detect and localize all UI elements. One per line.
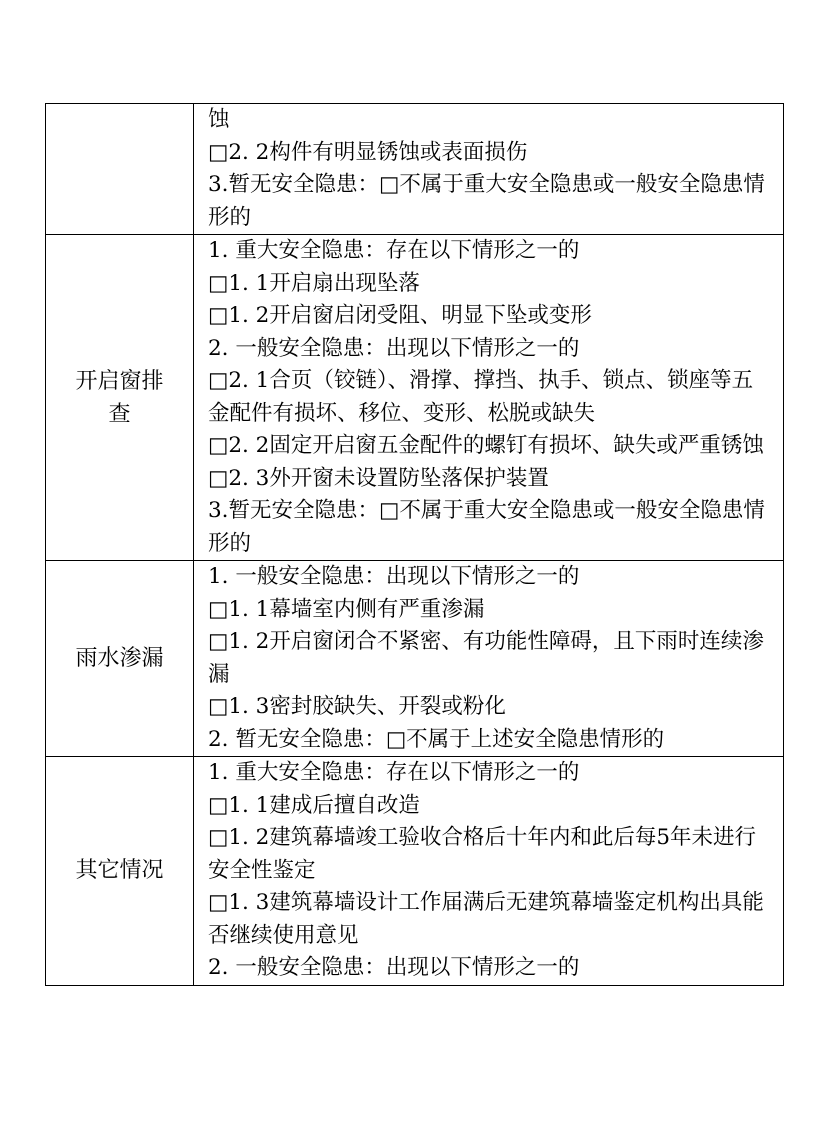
checkbox-item: □1. 3密封胶缺失、开裂或粉化 <box>208 694 506 719</box>
detail-line: 2. 一般安全隐患：出现以下情形之一的 <box>208 335 580 361</box>
category-cell-empty <box>46 104 194 235</box>
detail-line: 1. 一般安全隐患：出现以下情形之一的 <box>208 564 580 589</box>
detail-cell <box>194 757 784 986</box>
detail-line: 2. 一般安全隐患：出现以下情形之一的 <box>208 955 580 980</box>
checkbox-item: □1. 1开启扇出现坠落 <box>208 270 420 296</box>
detail-cell <box>194 235 784 561</box>
table-row-continued <box>46 104 784 235</box>
checkbox-item: □1. 1幕墙室内侧有严重渗漏 <box>208 596 485 622</box>
inspection-table-body <box>46 104 784 986</box>
detail-line: 3.暂无安全隐患：□不属于重大安全隐患或一般安全隐患情形的 <box>208 172 765 230</box>
checkbox-item: □2. 3外开窗未设置防坠落保护装置 <box>208 465 549 491</box>
detail-line: 3.暂无安全隐患：□不属于重大安全隐患或一般安全隐患情形的 <box>208 498 765 556</box>
category-label: 开启窗排查 <box>75 368 164 427</box>
table-row-window-check <box>46 235 784 561</box>
detail-cell <box>194 561 784 757</box>
category-label: 其它情况 <box>75 858 164 884</box>
detail-line: 1. 重大安全隐患：存在以下情形之一的 <box>208 238 580 263</box>
checkbox-item: □1. 2建筑幕墙竣工验收合格后十年内和此后每5年未进行安全性鉴定 <box>208 825 757 883</box>
detail-cell <box>194 104 784 235</box>
table-row-other <box>46 757 784 986</box>
checkbox-item: □1. 3建筑幕墙设计工作届满后无建筑幕墙鉴定机构出具能否继续使用意见 <box>208 890 764 948</box>
checkbox-item: □1. 2开启窗闭合不紧密、有功能性障碍，且下雨时连续渗漏 <box>208 629 764 687</box>
detail-line: 1. 重大安全隐患：存在以下情形之一的 <box>208 760 580 785</box>
detail-line: 蚀 <box>208 107 230 132</box>
checkbox-item: □1. 2开启窗启闭受阻、明显下坠或变形 <box>208 303 592 328</box>
category-cell <box>46 757 194 986</box>
checkbox-item: □2. 1合页（铰链）、滑撑、撑挡、执手、锁点、锁座等五金配件有损坏、移位、变形、松脱或缺失 <box>208 368 754 426</box>
checkbox-item: □2. 2构件有明显锈蚀或表面损伤 <box>208 139 528 165</box>
category-cell <box>46 235 194 561</box>
checkbox-item: □2. 2固定开启窗五金配件的螺钉有损坏、缺失或严重锈蚀 <box>208 433 764 458</box>
category-cell <box>46 561 194 757</box>
checkbox-item: □1. 1建成后擅自改造 <box>208 792 420 818</box>
table-row-rain-leakage <box>46 561 784 757</box>
category-label: 雨水渗漏 <box>75 646 164 671</box>
inspection-table <box>45 103 784 986</box>
detail-line: 2. 暂无安全隐患：□不属于上述安全隐患情形的 <box>208 726 665 752</box>
